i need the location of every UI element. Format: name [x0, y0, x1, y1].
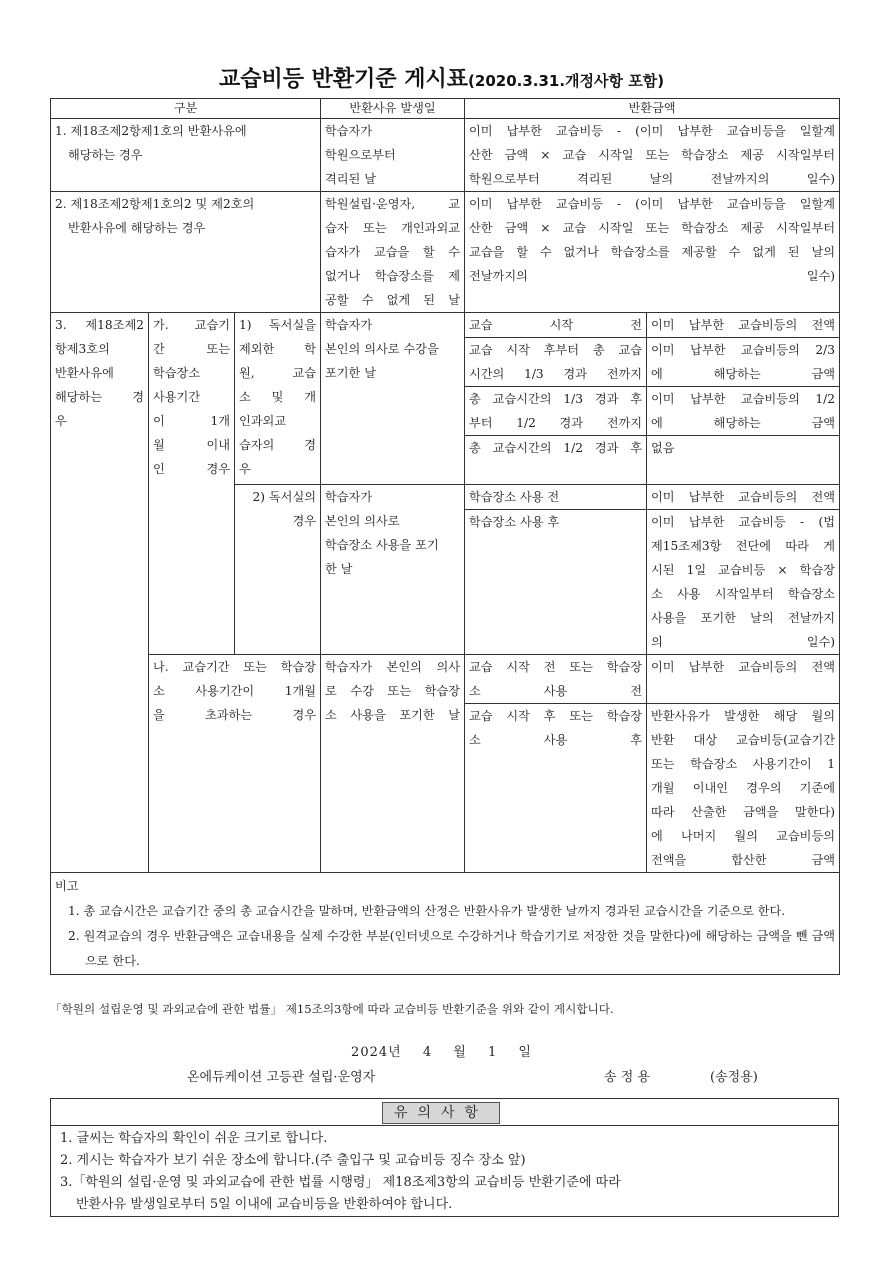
cell-line: 사용기간 — [153, 390, 201, 404]
cell-line: 공할 수 없게 된 날 — [325, 293, 461, 307]
remark-item-2: 2. 원격교습의 경우 반환금액은 교습내용을 실제 수강한 부분(인터넷으로 수강하거나 학습기기로 저장한 것을 말한다)에 해당하는 금액을 뺀 금액으로 한다. — [68, 929, 836, 968]
cell-line: 2) 독서실의 — [252, 490, 317, 504]
sub2-period-0 — [465, 485, 647, 510]
cell-line: 해당하는 경 — [55, 390, 144, 404]
cell-line: 에 해당하는 금액 — [651, 416, 836, 430]
date-month-unit: 월 — [453, 1045, 467, 1060]
cell-line: 교습 시작 전 또는 학습장 — [469, 660, 643, 674]
law-note: 「학원의 설립운영 및 과외교습에 관한 법률」 제15조의3항에 따라 교습비등 반환기준을 위와 같이 게시합니다. — [50, 1002, 614, 1016]
cell-line: 을 초과하는 경우 — [153, 708, 317, 722]
date-year: 2024년 — [351, 1045, 402, 1060]
cell-line: 부터 1/2 경과 전까지 — [469, 416, 643, 430]
cell-line: 본인의 의사로 — [325, 514, 400, 528]
cell-line: 시간의 1/3 경과 전까지 — [469, 367, 643, 381]
date-month: 4 — [422, 1045, 433, 1060]
signature-seal: (송정용) — [710, 1070, 758, 1085]
cell-line: 1. 제18조제2항제1호의 반환사유에 — [55, 124, 247, 138]
cell-line: 학습장소 — [153, 366, 201, 380]
cell-line: 에 나머지 월의 교습비등의 — [651, 829, 836, 843]
row2-amount — [465, 192, 840, 313]
na-amount-1 — [647, 704, 840, 873]
remarks-title: 비고 — [55, 879, 79, 893]
cell-line: 학원설립·운영자, 교 — [325, 197, 461, 211]
notice-item-2: 2. 게시는 학습자가 보기 쉬운 장소에 합니다.(주 출입구 및 교습비등 징수 장소 앞) — [60, 1153, 526, 1168]
header-reason: 반환사유 발생일 — [321, 99, 465, 119]
sub2-period-1 — [465, 510, 647, 655]
header-amount: 반환금액 — [465, 99, 840, 119]
cell-line: 포기한 날 — [325, 366, 376, 380]
cell-line: 학습자가 — [325, 124, 373, 138]
cell-line: 교습 시작 후 또는 학습장 — [469, 709, 643, 723]
row2-category — [51, 192, 321, 313]
cell-line: 따라 산출한 금액을 말한다) — [651, 805, 836, 819]
cell-line: 시된 1일 교습비등 × 학습장 — [651, 563, 836, 577]
cell-line: 에 해당하는 금액 — [651, 367, 836, 381]
cell-line: 교습을 할 수 없거나 학습장소를 제공할 수 없게 된 날의 — [469, 245, 836, 259]
cell-line: 습자 또는 개인과외교 — [325, 221, 461, 235]
row3-sub1 — [235, 313, 321, 485]
cell-line: 전액을 합산한 금액 — [651, 853, 836, 867]
cell-line: 소 및 개 — [239, 390, 317, 404]
row1-category — [51, 119, 321, 192]
cell-line: 반환사유가 발생한 해당 월의 — [651, 709, 836, 723]
cell-line: 2. 제18조제2항제1호의2 및 제2호의 — [55, 197, 255, 211]
sub2-amount-1 — [647, 510, 840, 655]
na-reason — [321, 655, 465, 873]
cell-line: 전날까지의 일수) — [469, 269, 836, 283]
cell-line: 한 날 — [325, 562, 353, 576]
cell-line: 이미 납부한 교습비등 - (이미 납부한 교습비등을 일할계 — [469, 197, 836, 211]
cell-line: 인과외교 — [239, 414, 287, 428]
cell-line: 이미 납부한 교습비등의 전액 — [651, 490, 836, 504]
row2-reason — [321, 192, 465, 313]
cell-line: 학원으로부터 — [325, 148, 396, 162]
cell-line: 총 교습시간의 1/2 경과 후 — [469, 441, 643, 455]
cell-line: 소 사용 전 — [469, 684, 643, 698]
sub1-period-0 — [465, 313, 647, 338]
cell-line: 없음 — [651, 441, 675, 455]
cell-line: 개월 이내인 경우의 기준에 — [651, 781, 836, 795]
cell-line: 경우 — [292, 514, 317, 528]
signature-name: 송 정 용 — [604, 1070, 650, 1085]
remarks-cell — [51, 873, 840, 975]
sub1-amount-3 — [647, 436, 840, 485]
sub1-period-3 — [465, 436, 647, 485]
cell-line: 학습자가 — [325, 490, 373, 504]
cell-line: 습자의 경 — [239, 438, 317, 452]
cell-line: 제외한 학 — [239, 342, 317, 356]
cell-line: 소 사용 시작일부터 학습장소 — [651, 587, 836, 601]
signature-org: 온에듀케이션 고등관 설립·운영자 — [187, 1070, 376, 1085]
remark-item-1: 1. 총 교습시간은 교습기간 중의 총 교습시간을 말하며, 반환금액의 산정은 반환사유가 발생한 날까지 경과된 교습시간을 기준으로 한다. — [68, 904, 786, 918]
cell-line: 우 — [239, 462, 251, 476]
row3-sub-na — [149, 655, 321, 873]
posting-date — [0, 1041, 883, 1060]
notice-box — [50, 1098, 839, 1217]
cell-line: 인 경우 — [153, 462, 230, 476]
cell-line: 학습장소 사용 후 — [469, 515, 560, 529]
cell-line: 이미 납부한 교습비등의 2/3 — [651, 343, 836, 357]
cell-line: 이 1개 — [153, 414, 230, 428]
cell-line: 소 사용기간이 1개월 — [153, 684, 317, 698]
cell-line: 간 또는 — [153, 342, 230, 356]
cell-line: 원, 교습 — [239, 366, 317, 380]
na-period-1 — [465, 704, 647, 873]
cell-line: 가. 교습기 — [153, 318, 230, 332]
cell-line: 본인의 의사로 수강을 — [325, 342, 439, 356]
cell-line: 학원으로부터 격리된 날의 전날까지의 일수) — [469, 172, 836, 186]
cell-line: 의 일수) — [651, 635, 836, 649]
notice-divider — [51, 1125, 838, 1126]
cell-line: 제15조제3항 전단에 따라 게 — [651, 539, 836, 553]
cell-line: 사용을 포기한 날의 전날까지 — [651, 611, 836, 625]
cell-line: 이미 납부한 교습비등의 전액 — [651, 660, 836, 674]
date-day: 1 — [487, 1045, 498, 1060]
cell-line: 월 이내 — [153, 438, 230, 452]
date-day-unit: 일 — [518, 1045, 532, 1060]
cell-line: 이미 납부한 교습비등 - (법 — [651, 515, 836, 529]
na-period-0 — [465, 655, 647, 704]
notice-item-1: 1. 글씨는 학습자의 확인이 쉬운 크기로 합니다. — [60, 1131, 328, 1146]
cell-line: 항제3호의 — [55, 342, 110, 356]
cell-line: 3. 제18조제2 — [55, 318, 144, 332]
cell-line: 격리된 날 — [325, 172, 376, 186]
cell-line: 없거나 학습장소를 제 — [325, 269, 461, 283]
cell-line: 습자가 교습을 할 수 — [325, 245, 461, 259]
sub1-amount-0 — [647, 313, 840, 338]
cell-line: 학습장소 사용을 포기 — [325, 538, 439, 552]
cell-line: 산한 금액 × 교습 시작일 또는 학습장소 제공 시작일부터 — [469, 148, 836, 162]
refund-table — [50, 98, 840, 975]
cell-line: 나. 교습기간 또는 학습장 — [153, 660, 317, 674]
cell-line: 소 사용을 포기한 날 — [325, 708, 461, 722]
cell-line: 교습 시작 전 — [469, 318, 643, 332]
cell-line: 1) 독서실을 — [239, 318, 317, 332]
notice-item-3: 3.「학원의 설립·운영 및 과외교습에 관한 법률 시행령」 제18조제3항의 교습비등 반환기준에 따라 — [60, 1175, 621, 1190]
sub1-period-1 — [465, 338, 647, 387]
sub1-amount-2 — [647, 387, 840, 436]
sub1-amount-1 — [647, 338, 840, 387]
cell-line: 반환 대상 교습비등(교습기간 — [651, 733, 836, 747]
cell-line: 교습 시작 후부터 총 교습 — [469, 343, 643, 357]
cell-line: 또는 학습장소 사용기간이 1 — [651, 757, 836, 771]
cell-line: 총 교습시간의 1/3 경과 후 — [469, 392, 643, 406]
row1-amount — [465, 119, 840, 192]
notice-title: 유의사항 — [382, 1102, 500, 1124]
cell-line: 학습자가 — [325, 318, 373, 332]
page-title: 교습비등 반환기준 게시표(2020.3.31.개정사항 포함) — [218, 67, 665, 92]
row3-sub1-reason — [321, 313, 465, 485]
cell-line: 이미 납부한 교습비등 - (이미 납부한 교습비등을 일할계 — [469, 124, 836, 138]
cell-line: 이미 납부한 교습비등의 전액 — [651, 318, 836, 332]
row3-category — [51, 313, 149, 873]
header-category: 구분 — [51, 99, 321, 119]
cell-line: 학습장소 사용 전 — [469, 490, 560, 504]
row3-sub2-reason — [321, 485, 465, 655]
cell-line: 학습자가 본인의 의사 — [325, 660, 461, 674]
cell-line: 산한 금액 × 교습 시작일 또는 학습장소 제공 시작일부터 — [469, 221, 836, 235]
cell-line: 우 — [55, 414, 67, 428]
cell-line: 해당하는 경우 — [68, 148, 143, 162]
cell-line: 이미 납부한 교습비등의 1/2 — [651, 392, 836, 406]
cell-line: 로 수강 또는 학습장 — [325, 684, 461, 698]
cell-line: 반환사유에 해당하는 경우 — [68, 221, 206, 235]
na-amount-0 — [647, 655, 840, 704]
cell-line: 소 사용 후 — [469, 733, 643, 747]
sub1-period-2 — [465, 387, 647, 436]
row3-sub-ga — [149, 313, 235, 655]
row3-sub2 — [235, 485, 321, 655]
title-subtitle: (2020.3.31.개정사항 포함) — [468, 72, 665, 90]
sub2-amount-0 — [647, 485, 840, 510]
notice-item-4: 반환사유 발생일로부터 5일 이내에 교습비등을 반환하여야 합니다. — [76, 1197, 453, 1212]
cell-line: 반환사유에 — [55, 366, 114, 380]
row1-reason — [321, 119, 465, 192]
